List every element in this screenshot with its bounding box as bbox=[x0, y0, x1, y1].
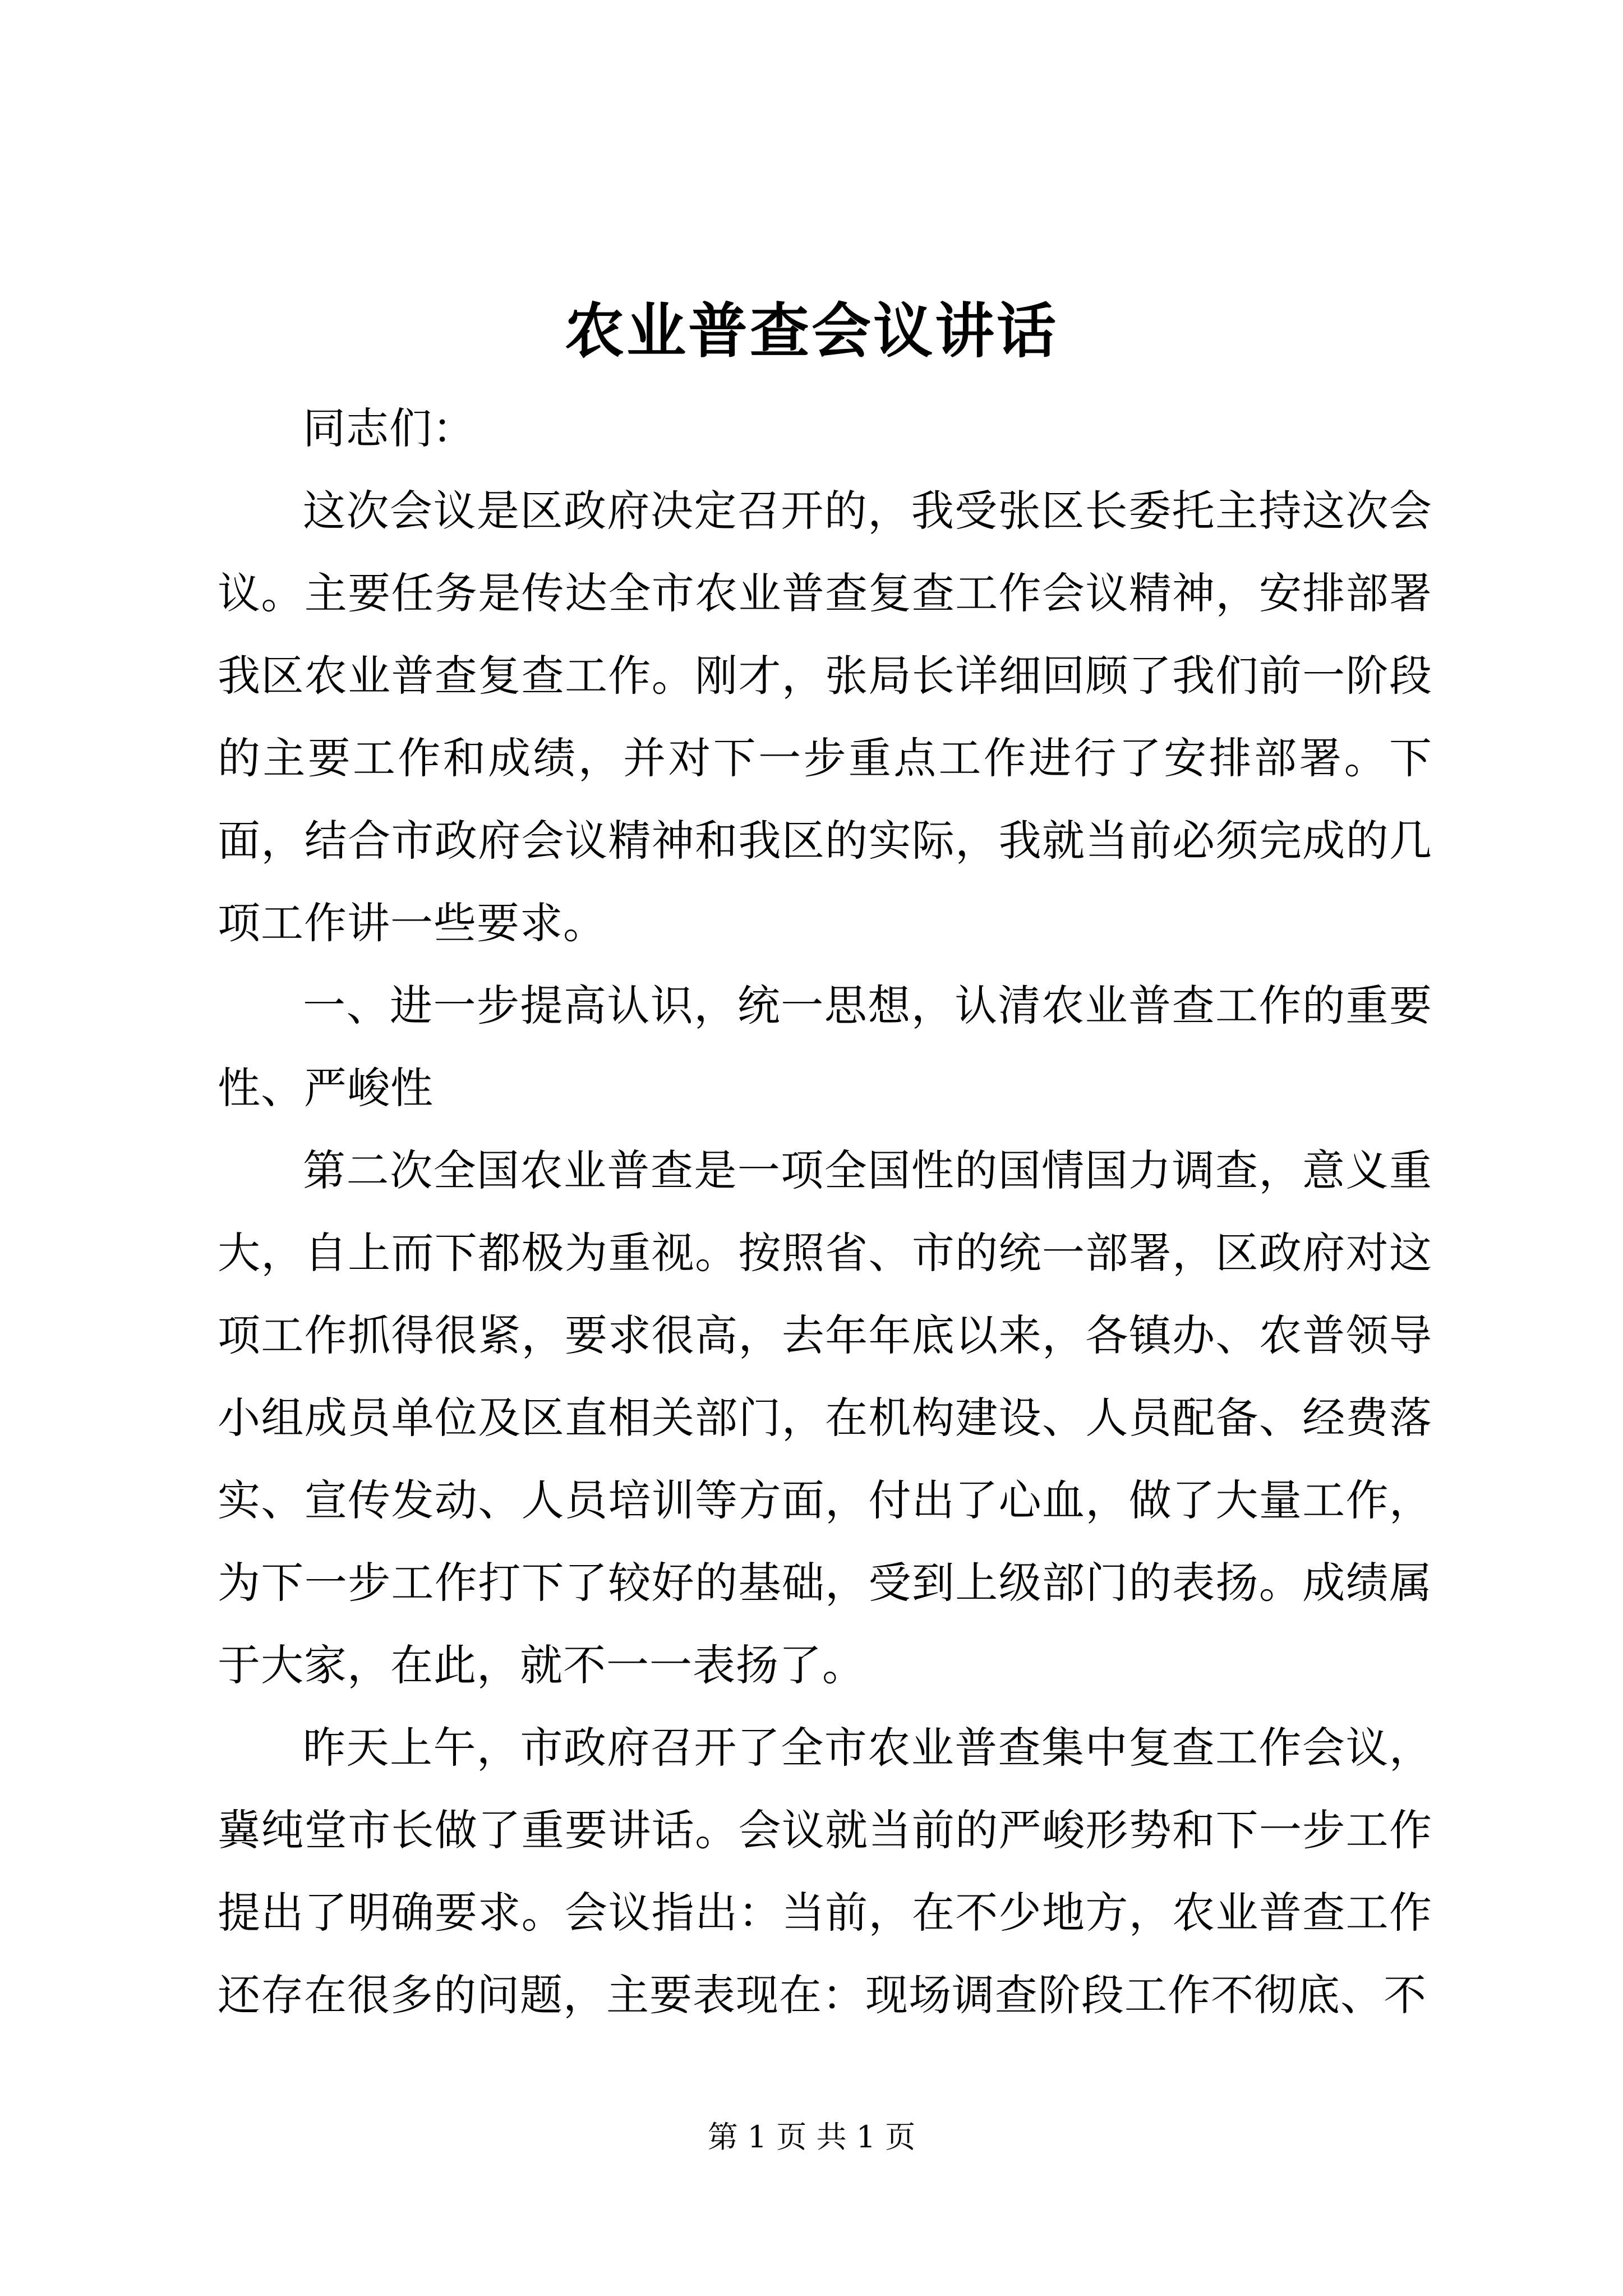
document-body bbox=[218, 387, 1432, 2036]
body-paragraph: 昨天上午，市政府召开了全市农业普查集中复查工作会议，冀纯堂市长做了重要讲话。会议就当前的严峻形势和下一步工作提出了明确要求。会议指出：当前，在不少地方，农业普查工作还存在很多的问题，主要表现在：现场调查阶段工作不彻底、不 bbox=[218, 1723, 1432, 2020]
section-heading-paragraph: 一、进一步提高认识，统一思想，认清农业普查工作的重要性、严峻性 bbox=[218, 981, 1432, 1113]
document-title: 农业普查会议讲话 bbox=[565, 296, 1058, 366]
body-paragraph: 第二次全国农业普查是一项全国性的国情国力调查，意义重大，自上而下都极为重视。按照省、市的统一部署，区政府对这项工作抓得很紧，要求很高，去年年底以来，各镇办、农普领导小组成员单位及区直相关部门，在机构建设、人员配备、经费落实、宣传发动、人员培训等方面，付出了心血，做了大量工作，为下一步工作打下了较好的基础，受到上级部门的表扬。成绩属于大家，在此，就不一一表扬了。 bbox=[218, 1145, 1432, 1690]
intro-paragraph: 这次会议是区政府决定召开的，我受张区长委托主持这次会议。主要任务是传达全市农业普查复查工作会议精神，安排部署我区农业普查复查工作。刚才，张局长详细回顾了我们前一阶段的主要工作和成绩，并对下一步重点工作进行了安排部署。下面，结合市政府会议精神和我区的实际，我就当前必须完成的几项工作讲一些要求。 bbox=[218, 486, 1432, 948]
page-footer: 第 1 页 共 1 页 bbox=[707, 2119, 916, 2155]
salutation-paragraph: 同志们： bbox=[303, 403, 476, 453]
